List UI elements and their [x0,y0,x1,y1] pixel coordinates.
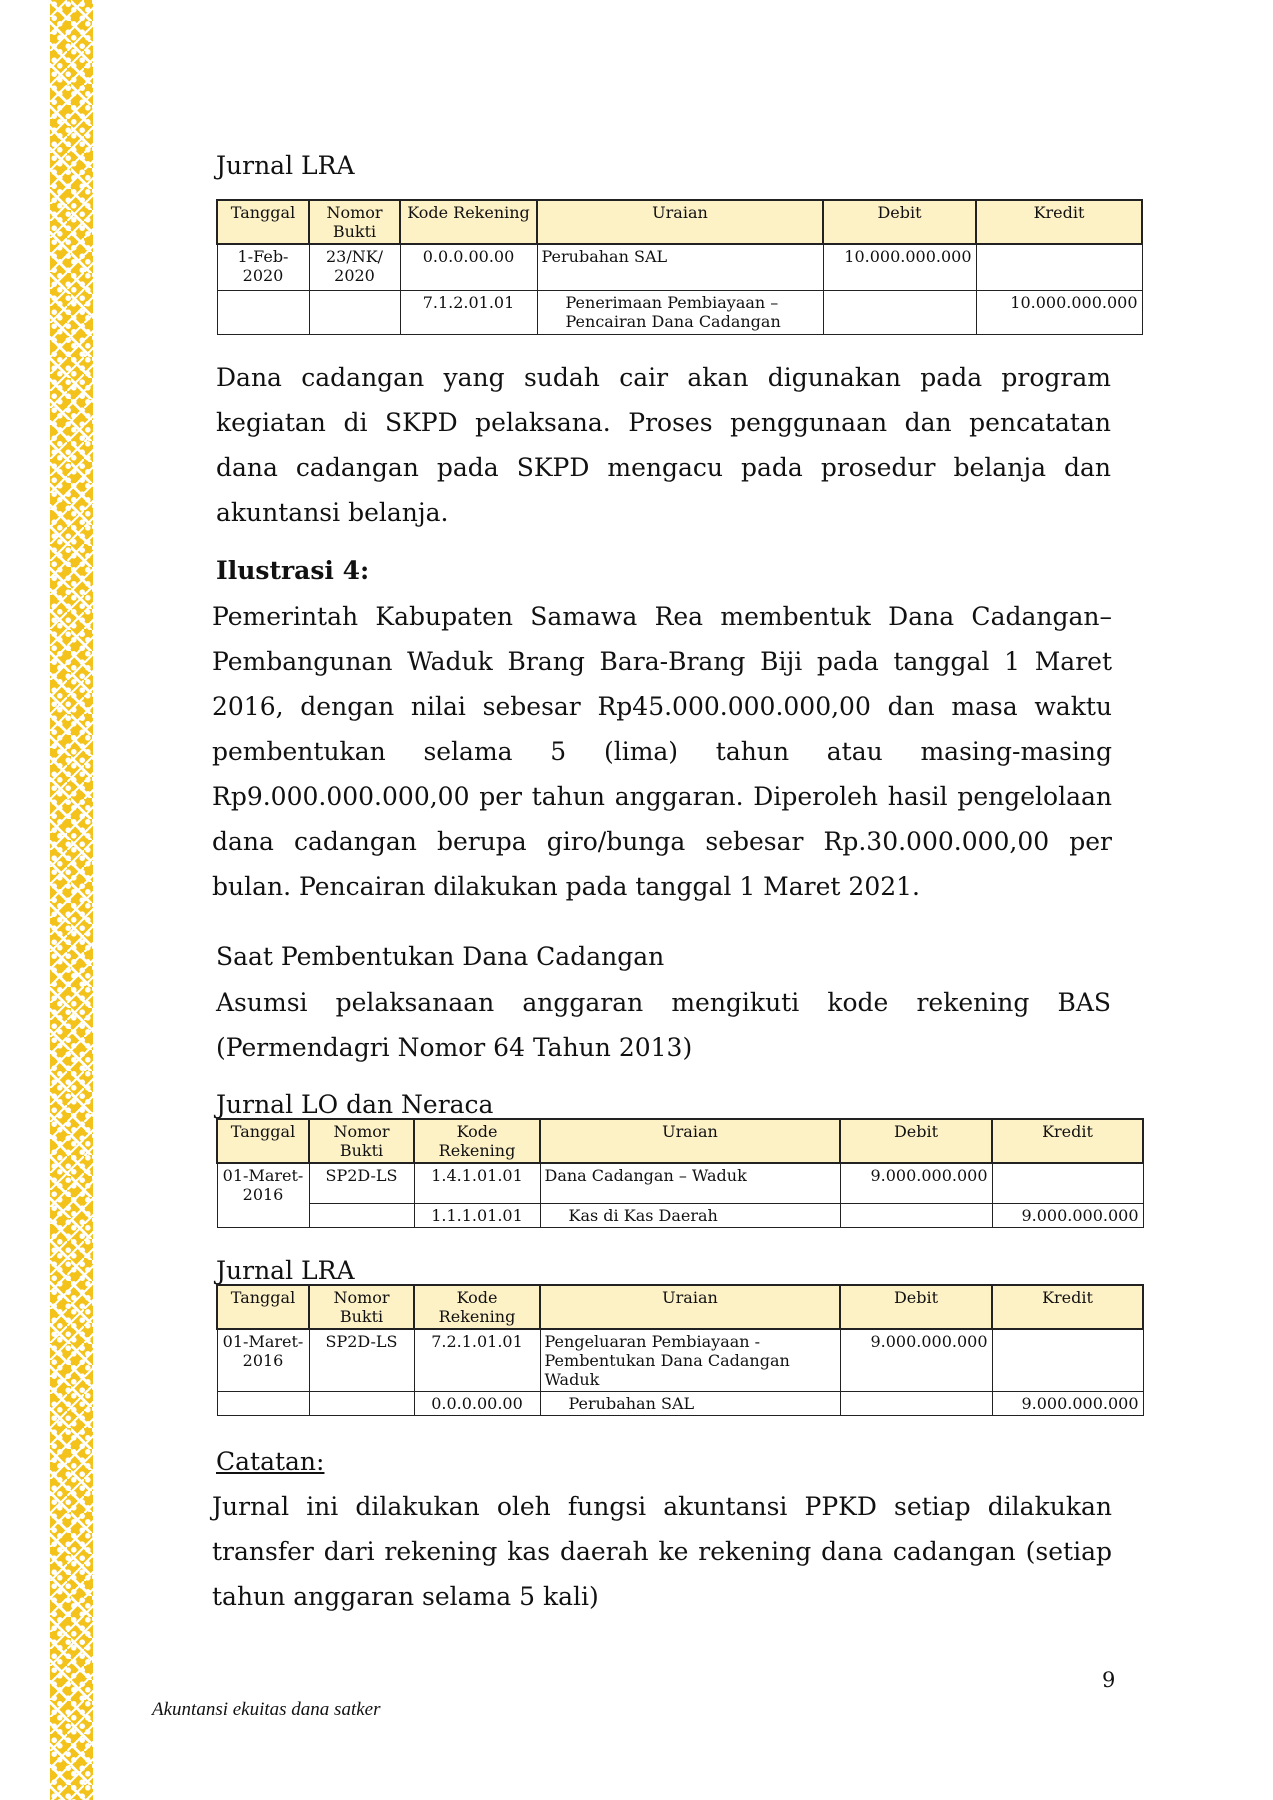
heading-saat-pembentukan: Saat Pembentukan Dana Cadangan [216,942,665,971]
catatan-label: Catatan: [216,1447,325,1476]
table-row [217,244,1142,290]
table-row [217,1163,1143,1203]
table-row [217,1329,1143,1392]
header-kode-rekening: Kode Rekening [414,1119,540,1163]
cell-tanggal: 1-Feb-2020 [217,244,309,290]
cell-kode-rekening: 0.0.0.00.00 [400,244,537,290]
header-kode-rekening: Kode Rekening [414,1285,540,1329]
cell-kode-rekening: 1.4.1.01.01 [414,1163,540,1203]
header-tanggal: Tanggal [217,1285,309,1329]
cell-nomor-bukti: SP2D-LS [309,1329,414,1392]
header-kredit: Kredit [992,1285,1143,1329]
header-nomor-bukti: Nomor Bukti [309,1119,414,1163]
cell-debit: 9.000.000.000 [840,1163,992,1203]
cell-kredit: 10.000.000.000 [976,290,1142,334]
cell-kredit: 9.000.000.000 [992,1392,1143,1416]
cell-debit [840,1203,992,1227]
journal-table-lra-pencairan [216,199,1143,335]
header-nomor-bukti: Nomor Bukti [309,1285,414,1329]
cell-tanggal [217,290,309,334]
header-debit: Debit [823,200,976,244]
cell-debit [840,1392,992,1416]
header-tanggal: Tanggal [217,1119,309,1163]
cell-kode-rekening: 1.1.1.01.01 [414,1203,540,1227]
cell-debit: 10.000.000.000 [823,244,976,290]
paragraph-asumsi: Asumsi pelaksanaan anggaran mengikuti kode rekening BAS (Permendagri Nomor 64 Tahun 2013) [216,988,1111,1062]
footer-title: Akuntansi ekuitas dana satker [152,1699,381,1720]
header-uraian: Uraian [537,200,823,244]
cell-kredit [992,1329,1143,1392]
decorative-border [50,0,93,1800]
header-debit: Debit [840,1119,992,1163]
cell-debit [823,290,976,334]
header-tanggal: Tanggal [217,200,309,244]
header-kredit: Kredit [976,200,1142,244]
header-nomor-bukti: Nomor Bukti [309,200,400,244]
table-row [217,290,1142,334]
section-heading-jurnal-lra: Jurnal LRA [216,151,355,180]
cell-uraian: Dana Cadangan – Waduk [540,1163,840,1203]
cell-uraian: Kas di Kas Daerah [540,1203,840,1227]
cell-nomor-bukti: SP2D-LS [309,1163,414,1203]
section-heading-jurnal-lo-neraca: Jurnal LO dan Neraca [216,1090,494,1119]
table-header-row [217,1285,1143,1329]
cell-kode-rekening: 0.0.0.00.00 [414,1392,540,1416]
table-header-row [217,200,1142,244]
cell-uraian: Penerimaan Pembiayaan – Pencairan Dana Cadangan [537,290,823,334]
cell-uraian: Perubahan SAL [537,244,823,290]
header-uraian: Uraian [540,1119,840,1163]
cell-kredit: 9.000.000.000 [992,1203,1143,1227]
cell-kode-rekening: 7.1.2.01.01 [400,290,537,334]
cell-nomor-bukti [309,1392,414,1416]
ilustrasi-title: Ilustrasi 4: [216,556,370,585]
cell-nomor-bukti [309,290,400,334]
cell-debit: 9.000.000.000 [840,1329,992,1392]
journal-table-lra-pembentukan [216,1284,1144,1416]
paragraph-catatan: Jurnal ini dilakukan oleh fungsi akuntansi PPKD setiap dilakukan transfer dari rekening kas daerah ke rekening dana cadangan (setiap tahun anggaran selama 5 kali) [212,1492,1112,1611]
cell-kredit [976,244,1142,290]
header-kode-rekening: Kode Rekening [400,200,537,244]
journal-table-lo-neraca [216,1118,1144,1228]
cell-tanggal: 01-Maret-2016 [217,1329,309,1392]
paragraph-ilustrasi: Pemerintah Kabupaten Samawa Rea membentuk Dana Cadangan–Pembangunan Waduk Brang Bara-Brang Biji pada tanggal 1 Maret 2016, dengan nilai sebesar Rp45.000.000.000,00 dan masa waktu pembentukan selama 5 (lima) tahun atau masing-masing Rp9.000.000.000,00 per tahun anggaran. Diperoleh hasil pengelolaan dana cadangan berupa giro/bunga sebesar Rp.30.000.000,00 per bulan. Pencairan dilakukan pada tanggal 1 Maret 2021. [212,602,1112,901]
cell-uraian: Perubahan SAL [540,1392,840,1416]
header-debit: Debit [840,1285,992,1329]
cell-kode-rekening: 7.2.1.01.01 [414,1329,540,1392]
cell-uraian: Pengeluaran Pembiayaan - Pembentukan Dana Cadangan Waduk [540,1329,840,1392]
section-heading-jurnal-lra-2: Jurnal LRA [216,1256,355,1285]
cell-nomor-bukti [309,1203,414,1227]
cell-nomor-bukti: 23/NK/ 2020 [309,244,400,290]
cell-tanggal [217,1392,309,1416]
table-header-row [217,1119,1143,1163]
cell-tanggal: 01-Maret-2016 [217,1163,309,1227]
header-uraian: Uraian [540,1285,840,1329]
table-row [217,1203,1143,1227]
paragraph-dana-cadangan: Dana cadangan yang sudah cair akan digunakan pada program kegiatan di SKPD pelaksana. Proses penggunaan dan pencatatan dana cadangan pada SKPD mengacu pada prosedur belanja dan akuntansi belanja. [216,363,1111,527]
header-kredit: Kredit [992,1119,1143,1163]
cell-kredit [992,1163,1143,1203]
page-number: 9 [1102,1668,1116,1692]
table-row [217,1392,1143,1416]
